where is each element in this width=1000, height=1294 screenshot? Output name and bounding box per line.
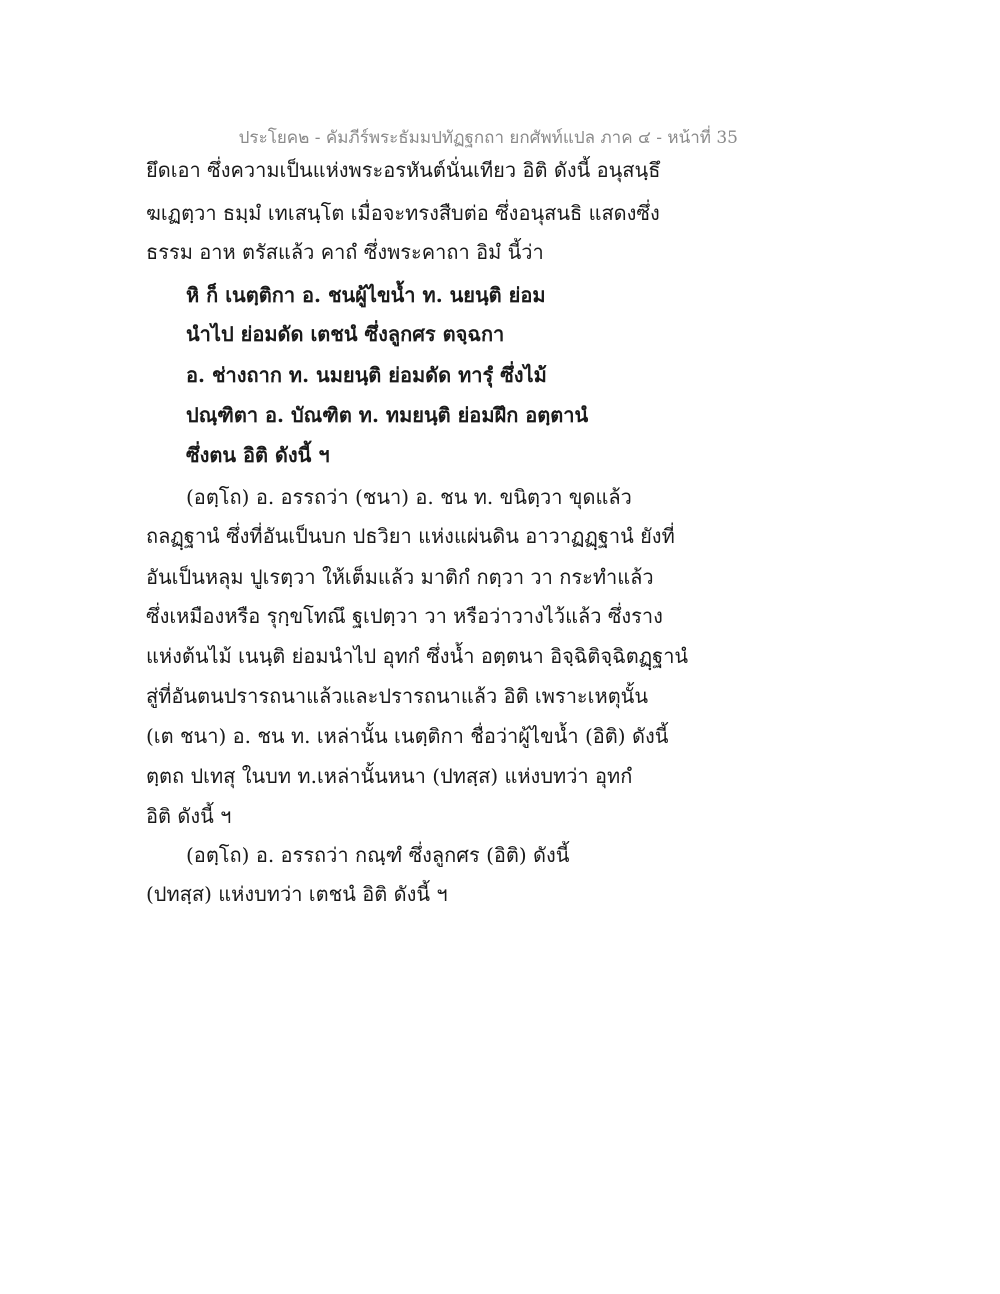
- text-line: ซึ่งเหมืองหรือ รุกฺขโทณึ ฐเปตฺวา วา หรือว่าวางไว้แล้ว ซึ่งราง: [146, 604, 663, 628]
- text-line: ธรรม อาห ตรัสแล้ว คาถํ ซึ่งพระคาถา อิมํ นี้ว่า: [146, 240, 544, 264]
- text-line: สู่ที่อันตนปรารถนาแล้วและปรารถนาแล้ว อิติ เพราะเหตุนั้น: [146, 684, 649, 708]
- verse-line: หิ ก็ เนตฺติกา อ. ชนผู้ไขน้ำ ท. นยนฺติ ย่อม: [186, 283, 546, 307]
- text-line: อันเป็นหลุม ปูเรตฺวา ให้เต็มแล้ว มาติกํ กตฺวา วา กระทำแล้ว: [146, 565, 654, 589]
- text-line: (อตฺโถ) อ. อรรถว่า (ชนา) อ. ชน ท. ขนิตฺวา ขุดแล้ว: [186, 485, 632, 509]
- text-line: (เต ชนา) อ. ชน ท. เหล่านั้น เนตฺติกา ชื่อว่าผู้ไขน้ำ (อิติ) ดังนี้: [146, 724, 669, 748]
- verse-line: ซึ่งตน อิติ ดังนี้ ฯ: [186, 443, 330, 467]
- text-line: ฆเฏตฺวา ธมฺมํ เทเสนฺโต เมื่อจะทรงสืบต่อ ซึ่งอนุสนธิ แสดงซึ่ง: [146, 201, 660, 225]
- page-header: ประโยค๒ - คัมภีร์พระธัมมปทัฏฐกถา ยกศัพท์แปล ภาค ๔ - หน้าที่ 35: [238, 128, 738, 148]
- verse-line: นำไป ย่อมดัด เตชนํ ซึ่งลูกศร ตจฺฉกา: [186, 322, 505, 346]
- text-line: ยึดเอา ซึ่งความเป็นแห่งพระอรหันต์นั่นเทียว อิติ ดังนี้ อนุสนฺธึ: [146, 158, 661, 182]
- text-line: (ปทสฺส) แห่งบทว่า เตชนํ อิติ ดังนี้ ฯ: [146, 882, 448, 906]
- text-line: ตฺตถ ปเทสุ ในบท ท.เหล่านั้นหนา (ปทสฺส) แห่งบทว่า อุทกํ: [146, 764, 633, 788]
- verse-line: ปณฺฑิตา อ. บัณฑิต ท. ทมยนฺติ ย่อมฝึก อตฺตานํ: [186, 403, 589, 427]
- text-line: อิติ ดังนี้ ฯ: [146, 804, 232, 828]
- text-line: ถลฏฺฐานํ ซึ่งที่อันเป็นบก ปธวิยา แห่งแผ่นดิน อาวาฏฏฺฐานํ ยังที่: [146, 524, 675, 548]
- text-line: (อตฺโถ) อ. อรรถว่า กณฺฑํ ซึ่งลูกศร (อิติ) ดังนี้: [186, 843, 570, 867]
- verse-line: อ. ช่างถาก ท. นมยนฺติ ย่อมดัด ทารุํ ซึ่งไม้: [186, 363, 547, 387]
- text-line: แห่งต้นไม้ เนนฺติ ย่อมนำไป อุทกํ ซึ่งน้ำ อตฺตนา อิจฺฉิติจฺฉิตฏฺฐานํ: [146, 644, 689, 668]
